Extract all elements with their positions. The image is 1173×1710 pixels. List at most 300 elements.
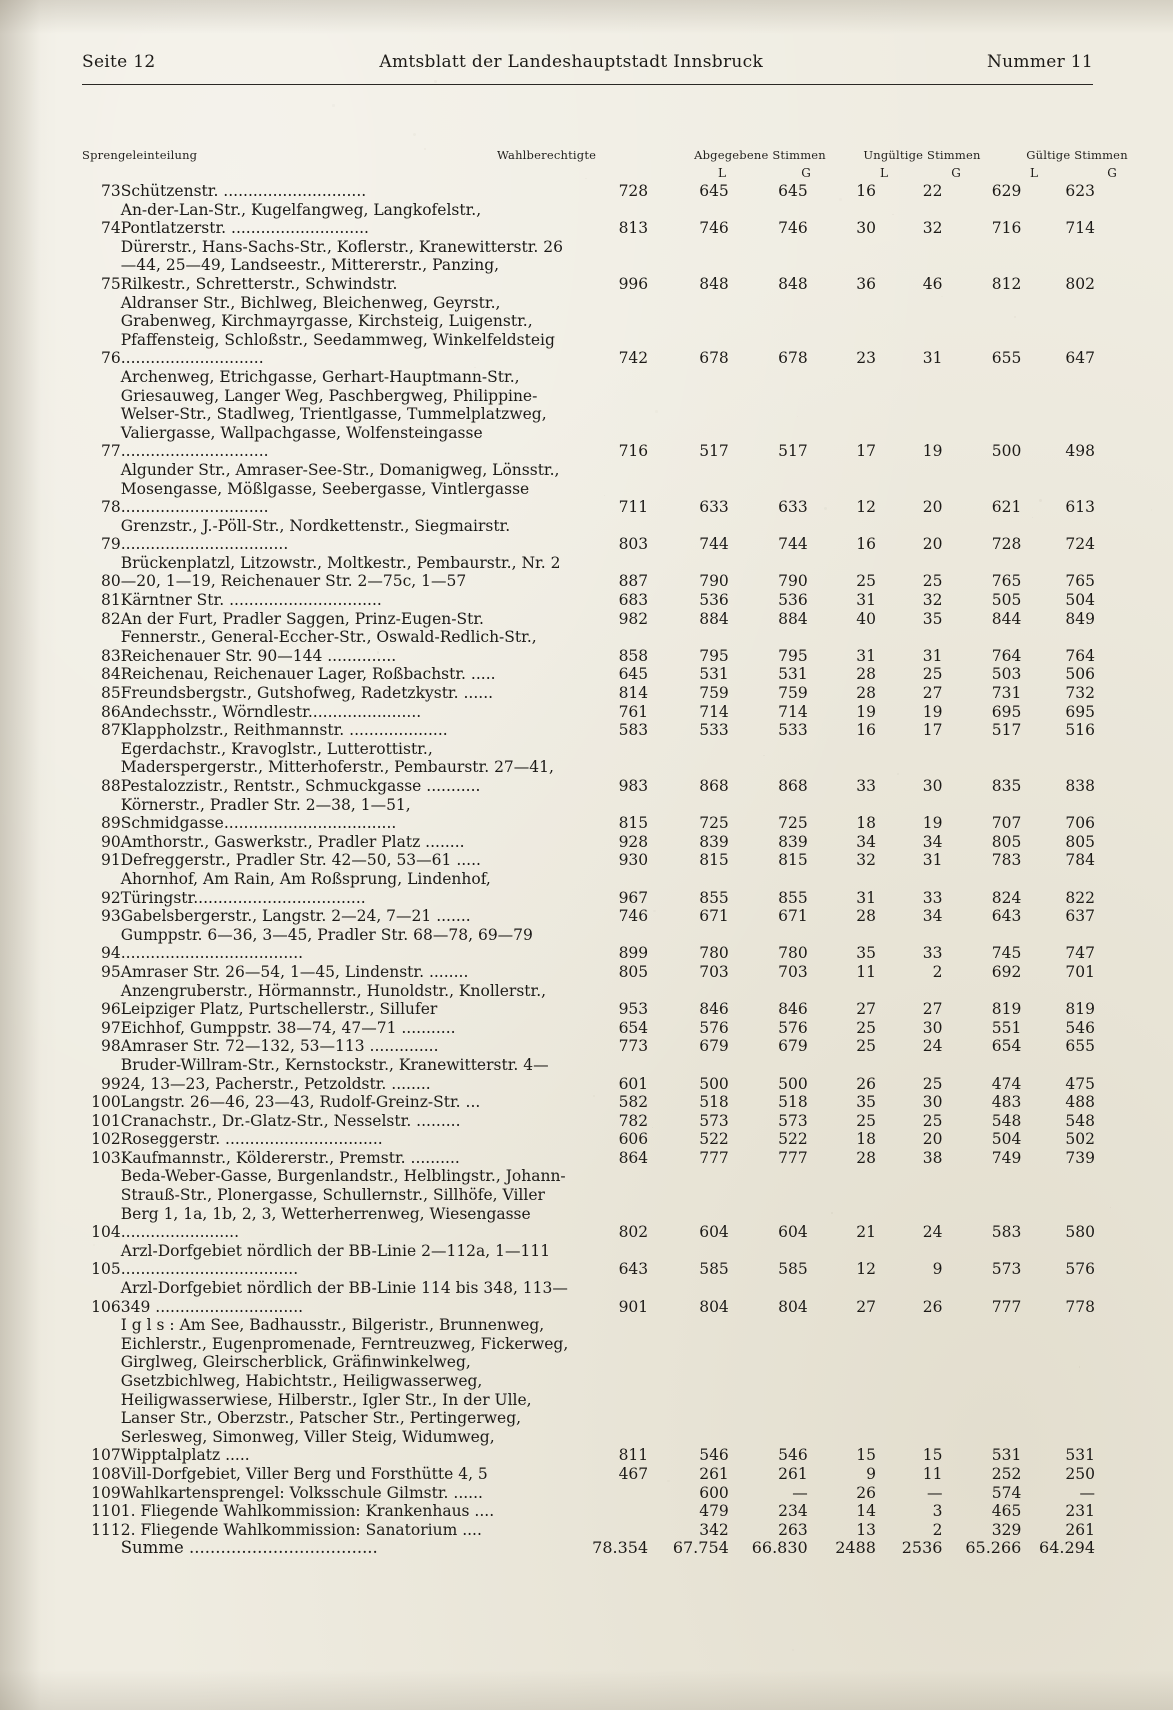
- row-abgegebene-g: 790: [778, 572, 808, 591]
- row-gueltige-l: 835: [991, 777, 1022, 795]
- row-abgegebene-l: 777: [699, 1148, 729, 1167]
- row-abgegebene-l: 804: [699, 1297, 729, 1316]
- row-wahlberechtigte: 467: [618, 1464, 649, 1483]
- row-ungueltige-g: 31: [922, 349, 943, 368]
- row-gueltige-l: 252: [991, 1464, 1022, 1483]
- row-ungueltige-l: 15: [856, 1446, 876, 1465]
- row-ungueltige-l: 17: [856, 442, 876, 461]
- row-abgegebene-l: 518: [699, 1093, 729, 1112]
- row-wahlberechtigte: 716: [618, 442, 649, 461]
- row-abgegebene-g: 604: [778, 1223, 808, 1242]
- table-row: [82, 368, 1095, 461]
- table-row: [82, 554, 1095, 591]
- row-gueltige-l: 812: [991, 274, 1022, 293]
- row-gueltige-l: 655: [991, 349, 1022, 368]
- row-ungueltige-l: 27: [856, 1000, 876, 1019]
- row-wahlberechtigte: 901: [618, 1297, 649, 1316]
- summary-row: [82, 1539, 1095, 1558]
- subheader-gue-g: G: [1107, 166, 1117, 180]
- row-ungueltige-l: 27: [856, 1297, 876, 1316]
- row-wahlberechtigte: 982: [618, 609, 649, 628]
- row-abgegebene-g: 777: [778, 1148, 808, 1167]
- row-abgegebene-g: 884: [778, 609, 808, 628]
- row-abgegebene-g: 703: [778, 962, 808, 981]
- row-ungueltige-g: 19: [922, 702, 943, 721]
- row-streets: Ahornhof, Am Rain, Am Roßsprung, Lindenhof, Türingstr...................................: [120, 869, 491, 907]
- row-streets: Fennerstr., General-Eccher-Str., Oswald-Redlich-Str., Reichenauer Str. 90—144 ..............: [120, 628, 537, 665]
- row-number: 95: [101, 962, 121, 981]
- row-abgegebene-g: 517: [778, 442, 808, 461]
- row-number: 74: [101, 219, 121, 238]
- row-streets: Andechsstr., Wörndlestr.......................: [120, 702, 422, 721]
- row-ungueltige-l: 19: [856, 702, 876, 721]
- row-streets: Aldranser Str., Bichlweg, Bleichenweg, Geyrstr., Grabenweg, Kirchmayrgasse, Kirchsteig, Luigenstr., Pfaffensteig, Schloßstr., Seedammweg, Winkelfeldsteig .............................: [120, 293, 555, 368]
- row-ungueltige-g: 27: [922, 684, 943, 703]
- row-streets: Körnerstr., Pradler Str. 2—38, 1—51, Schmidgasse...................................: [120, 795, 411, 833]
- row-number: 82: [101, 609, 121, 628]
- row-gueltige-g: 765: [1065, 572, 1095, 591]
- row-ungueltige-l: 9: [866, 1464, 876, 1483]
- row-gueltige-l: 707: [991, 814, 1022, 833]
- row-ungueltige-g: 20: [922, 1130, 943, 1149]
- table-row: [82, 1093, 1095, 1112]
- row-abgegebene-l: 600: [699, 1483, 729, 1502]
- row-streets: Dürerstr., Hans-Sachs-Str., Koflerstr., Kranewitterstr. 26—44, 25—49, Landseestr., Mittererstr., Panzing, Rilkestr., Schretterstr., Schwindstr.: [120, 237, 564, 293]
- row-abgegebene-l: 517: [699, 442, 729, 461]
- row-ungueltige-g: 31: [922, 646, 943, 665]
- row-gueltige-l: 824: [991, 888, 1022, 907]
- row-gueltige-l: 629: [991, 182, 1022, 200]
- row-wahlberechtigte: 728: [618, 182, 649, 200]
- table-row: [82, 1056, 1095, 1093]
- row-ungueltige-g: 3: [932, 1502, 943, 1521]
- table-row: [82, 1112, 1095, 1131]
- row-gueltige-l: 531: [991, 1446, 1022, 1465]
- table-row: [82, 982, 1095, 1019]
- row-number: 87: [101, 721, 121, 740]
- row-abgegebene-l: 744: [699, 535, 729, 554]
- row-number: 96: [101, 1000, 121, 1019]
- row-streets: Reichenau, Reichenauer Lager, Roßbachstr. .....: [120, 665, 496, 684]
- row-abgegebene-l: 790: [699, 572, 729, 591]
- row-ungueltige-g: 2: [932, 962, 943, 981]
- row-abgegebene-g: 679: [778, 1037, 808, 1056]
- row-streets: Roseggerstr. ................................: [120, 1130, 383, 1149]
- row-ungueltige-g: —: [926, 1483, 943, 1502]
- row-wahlberechtigte: 983: [618, 777, 649, 795]
- table-row: [82, 870, 1095, 907]
- row-streets: 2. Fliegende Wahlkommission: Sanatorium ....: [120, 1520, 482, 1539]
- row-number: 80: [101, 572, 121, 591]
- row-ungueltige-l: 12: [856, 498, 876, 517]
- row-ungueltige-g: 11: [922, 1464, 943, 1483]
- row-ungueltige-l: 35: [856, 1093, 876, 1112]
- summary-label: Summe ....................................: [120, 1538, 378, 1558]
- column-header-sprengel: Sprengeleinteilung: [82, 148, 198, 162]
- row-number: 76: [101, 349, 121, 368]
- row-gueltige-l: 573: [991, 1260, 1022, 1279]
- row-gueltige-g: 502: [1065, 1130, 1095, 1149]
- row-number: 104: [91, 1223, 121, 1242]
- row-gueltige-g: 706: [1065, 814, 1095, 833]
- row-gueltige-l: 749: [991, 1148, 1022, 1167]
- row-wahlberechtigte: [571, 1502, 648, 1521]
- row-wahlberechtigte: 683: [618, 591, 649, 610]
- row-wahlberechtigte: 761: [618, 702, 649, 721]
- row-ungueltige-l: 36: [856, 274, 876, 293]
- table-row: [82, 1167, 1095, 1241]
- row-gueltige-l: 731: [991, 684, 1022, 703]
- row-wahlberechtigte: 643: [618, 1260, 649, 1279]
- table-row: [82, 926, 1095, 963]
- subheader-gue-l: L: [1030, 166, 1038, 180]
- row-ungueltige-g: 25: [922, 665, 943, 684]
- row-gueltige-g: 488: [1065, 1093, 1095, 1112]
- row-abgegebene-g: 518: [778, 1093, 808, 1112]
- row-abgegebene-g: 573: [778, 1111, 808, 1130]
- row-gueltige-l: 783: [991, 851, 1022, 870]
- row-abgegebene-g: 744: [778, 535, 808, 554]
- row-abgegebene-l: 714: [699, 702, 729, 721]
- row-ungueltige-g: 30: [922, 777, 943, 795]
- row-abgegebene-l: 546: [699, 1446, 729, 1465]
- row-abgegebene-g: 234: [778, 1502, 808, 1521]
- summary-gueltige-l: 65.266: [965, 1538, 1022, 1558]
- row-abgegebene-l: 576: [699, 1018, 729, 1037]
- table-row: [82, 294, 1095, 368]
- row-abgegebene-g: 804: [778, 1297, 808, 1316]
- row-ungueltige-g: 2: [932, 1520, 943, 1539]
- row-abgegebene-l: 604: [699, 1223, 729, 1242]
- row-abgegebene-g: 522: [778, 1130, 808, 1149]
- subheader-abg-g: G: [801, 166, 811, 180]
- row-gueltige-l: 574: [991, 1483, 1022, 1502]
- row-number: 90: [101, 832, 121, 851]
- row-abgegebene-l: 522: [699, 1130, 729, 1149]
- row-gueltige-g: —: [1079, 1483, 1095, 1502]
- row-abgegebene-g: 780: [778, 944, 808, 963]
- row-ungueltige-l: 35: [856, 944, 876, 963]
- row-wahlberechtigte: 996: [618, 274, 649, 293]
- row-ungueltige-l: 31: [856, 591, 876, 610]
- table-row: [82, 1502, 1095, 1521]
- row-wahlberechtigte: 711: [618, 498, 649, 517]
- row-abgegebene-l: 479: [699, 1502, 729, 1521]
- row-streets: Kärntner Str. ...............................: [120, 591, 382, 610]
- row-abgegebene-l: 633: [699, 498, 729, 517]
- row-number: 97: [101, 1018, 121, 1037]
- row-ungueltige-g: 20: [922, 535, 943, 554]
- row-ungueltige-l: 25: [856, 572, 876, 591]
- row-gueltige-l: 805: [991, 832, 1022, 851]
- row-wahlberechtigte: 746: [618, 907, 649, 926]
- row-abgegebene-g: 536: [778, 591, 808, 610]
- row-gueltige-l: 716: [991, 219, 1022, 238]
- row-gueltige-l: 329: [991, 1520, 1022, 1539]
- row-abgegebene-l: 533: [699, 721, 729, 740]
- row-number: 78: [101, 498, 121, 517]
- row-abgegebene-g: 633: [778, 498, 808, 517]
- row-ungueltige-g: 20: [922, 498, 943, 517]
- row-gueltige-l: 728: [991, 535, 1022, 554]
- row-gueltige-g: 548: [1065, 1111, 1095, 1130]
- table-row: [82, 201, 1095, 238]
- table-row: [82, 721, 1095, 740]
- column-header-ungueltige: Ungültige Stimmen: [863, 148, 981, 162]
- row-streets: Vill-Dorfgebiet, Viller Berg und Forsthütte 4, 5: [120, 1464, 488, 1483]
- row-ungueltige-l: 13: [856, 1520, 876, 1539]
- table-row: [82, 628, 1095, 665]
- column-header-gueltige: Gültige Stimmen: [1026, 148, 1128, 162]
- row-number: 85: [101, 684, 121, 703]
- row-wahlberechtigte: 601: [618, 1074, 649, 1093]
- row-number: 106: [91, 1297, 121, 1316]
- row-number: 110: [91, 1502, 121, 1521]
- row-ungueltige-l: 14: [856, 1502, 876, 1521]
- row-gueltige-g: 516: [1065, 721, 1095, 740]
- row-ungueltige-g: 19: [922, 814, 943, 833]
- row-streets: 1. Fliegende Wahlkommission: Krankenhaus ....: [120, 1502, 495, 1521]
- row-abgegebene-l: 678: [699, 349, 729, 368]
- row-ungueltige-l: 16: [856, 535, 876, 554]
- row-gueltige-g: 764: [1065, 646, 1095, 665]
- issue-number: Nummer 11: [987, 52, 1093, 72]
- row-abgegebene-l: 645: [699, 182, 729, 200]
- row-abgegebene-l: 884: [699, 609, 729, 628]
- row-number: 91: [101, 851, 121, 870]
- row-abgegebene-l: 725: [699, 814, 729, 833]
- row-abgegebene-g: —: [792, 1483, 808, 1502]
- row-gueltige-g: 506: [1065, 665, 1095, 684]
- row-streets: Brückenplatzl, Litzowstr., Moltkestr., Pembaurstr., Nr. 2—20, 1—19, Reichenauer Str. 2—75c, 1—57: [120, 553, 561, 591]
- table-row: [82, 851, 1095, 870]
- row-ungueltige-g: 25: [922, 1074, 943, 1093]
- row-wahlberechtigte: 815: [618, 814, 649, 833]
- row-number: 99: [101, 1074, 121, 1093]
- row-abgegebene-l: 573: [699, 1111, 729, 1130]
- row-streets: I g l s : Am See, Badhausstr., Bilgeristr., Brunnenweg, Eichlerstr., Eugenpromenade, Ferntreuzweg, Fickerweg, Girglweg, Gleirscherblick, Gräfinwinkelweg, Gsetzbichlweg, Habichtstr., Heiligwasserweg, Heiligwasserwiese, Hilberstr., Igler Str., In der Ulle, Lanser Str., Oberzstr., Patscher Str., Pertingerweg, Serlesweg, Simonweg, Viller Steig, Widumweg, Wipptalplatz .....: [120, 1316, 569, 1465]
- row-wahlberechtigte: 805: [618, 962, 649, 981]
- row-streets: Archenweg, Etrichgasse, Gerhart-Hauptmann-Str., Griesauweg, Langer Weg, Paschbergweg, Philippine-Welser-Str., Stadlweg, Trientlgasse, Tummelplatzweg, Valiergasse, Wallpachgasse, Wolfensteingasse ..............................: [120, 367, 547, 461]
- row-ungueltige-g: 34: [922, 907, 943, 926]
- row-streets: Grenzstr., J.-Pöll-Str., Nordkettenstr., Siegmairstr. ..................................: [120, 516, 511, 554]
- row-gueltige-l: 654: [991, 1037, 1022, 1056]
- table-row: [82, 1037, 1095, 1056]
- row-streets: Beda-Weber-Gasse, Burgenlandstr., Helblingstr., Johann-Strauß-Str., Plonergasse, Schullernstr., Sillhöfe, Viller Berg 1, 1a, 1b, 2, 3, Wetterherrenweg, Wiesengasse ........................: [120, 1167, 566, 1242]
- row-ungueltige-l: 18: [856, 1130, 876, 1149]
- row-ungueltige-l: 31: [856, 888, 876, 907]
- row-abgegebene-g: 855: [778, 888, 808, 907]
- row-abgegebene-g: 815: [778, 851, 808, 870]
- row-ungueltige-g: 35: [922, 609, 943, 628]
- row-abgegebene-l: 848: [699, 274, 729, 293]
- row-ungueltige-l: 40: [856, 609, 876, 628]
- row-ungueltige-l: 28: [856, 1148, 876, 1167]
- row-gueltige-l: 695: [991, 702, 1022, 721]
- row-ungueltige-l: 28: [856, 684, 876, 703]
- row-gueltige-g: 655: [1065, 1037, 1095, 1056]
- table-row: [82, 703, 1095, 722]
- row-streets: Freundsbergstr., Gutshofweg, Radetzkystr. ......: [120, 684, 494, 703]
- row-gueltige-g: 732: [1065, 684, 1095, 703]
- row-number: 109: [91, 1483, 121, 1502]
- summary-abgegebene-l: 67.754: [672, 1538, 729, 1558]
- row-gueltige-l: 692: [991, 962, 1022, 981]
- row-abgegebene-l: 855: [699, 888, 729, 907]
- row-abgegebene-g: 795: [778, 646, 808, 665]
- row-abgegebene-l: 839: [699, 832, 729, 851]
- row-ungueltige-l: 28: [856, 665, 876, 684]
- row-gueltige-l: 474: [991, 1074, 1022, 1093]
- row-abgegebene-l: 500: [699, 1074, 729, 1093]
- row-wahlberechtigte: 803: [618, 535, 649, 554]
- row-gueltige-l: 505: [991, 591, 1022, 610]
- row-gueltige-g: 701: [1065, 962, 1095, 981]
- row-streets: An-der-Lan-Str., Kugelfangweg, Langkofelstr., Pontlatzerstr. ............................: [120, 200, 482, 238]
- row-abgegebene-l: 703: [699, 962, 729, 981]
- row-wahlberechtigte: 773: [618, 1037, 649, 1056]
- row-number: 81: [101, 591, 121, 610]
- row-wahlberechtigte: 782: [618, 1111, 649, 1130]
- row-streets: Arzl-Dorfgebiet nördlich der BB-Linie 2—112a, 1—111 ....................................: [120, 1241, 551, 1279]
- table-row: [82, 610, 1095, 629]
- page-number-left: Seite 12: [82, 52, 156, 72]
- row-ungueltige-l: 23: [856, 349, 876, 368]
- row-abgegebene-g: 678: [778, 349, 808, 368]
- row-streets: Gumppstr. 6—36, 3—45, Pradler Str. 68—78, 69—79 .....................................: [120, 925, 533, 963]
- row-wahlberechtigte: 930: [618, 851, 649, 870]
- row-wahlberechtigte: [571, 1484, 648, 1503]
- row-wahlberechtigte: 899: [618, 944, 649, 963]
- row-wahlberechtigte: [571, 1521, 648, 1540]
- row-number: 77: [101, 442, 121, 461]
- row-wahlberechtigte: 967: [618, 888, 649, 907]
- row-abgegebene-g: 500: [778, 1074, 808, 1093]
- row-wahlberechtigte: 654: [618, 1018, 649, 1037]
- row-number: 111: [91, 1520, 121, 1539]
- row-number: 101: [91, 1111, 121, 1130]
- row-gueltige-g: 580: [1065, 1223, 1095, 1242]
- row-number: 105: [91, 1260, 121, 1279]
- table-row: [82, 796, 1095, 833]
- row-wahlberechtigte: 813: [618, 219, 649, 238]
- row-abgegebene-l: 261: [699, 1464, 729, 1483]
- row-wahlberechtigte: 858: [618, 646, 649, 665]
- row-gueltige-g: 546: [1065, 1018, 1095, 1037]
- row-ungueltige-g: 9: [932, 1260, 943, 1279]
- row-ungueltige-l: 25: [856, 1018, 876, 1037]
- row-number: 108: [91, 1464, 121, 1483]
- row-ungueltige-l: 16: [856, 182, 876, 200]
- summary-wahlberechtigte: 78.354: [592, 1538, 649, 1558]
- row-ungueltige-g: 30: [922, 1018, 943, 1037]
- running-head: [82, 52, 1093, 82]
- row-ungueltige-g: 34: [922, 832, 943, 851]
- column-header-abgegebene: Abgegebene Stimmen: [694, 148, 826, 162]
- row-abgegebene-g: 576: [778, 1018, 808, 1037]
- row-number: 92: [101, 888, 121, 907]
- row-gueltige-g: 805: [1065, 832, 1095, 851]
- row-gueltige-l: 548: [991, 1111, 1022, 1130]
- row-wahlberechtigte: 864: [618, 1148, 649, 1167]
- row-gueltige-g: 819: [1065, 1000, 1095, 1019]
- publication-title: Amtsblatt der Landeshauptstadt Innsbruck: [379, 52, 764, 72]
- row-abgegebene-l: 759: [699, 684, 729, 703]
- row-number: 88: [101, 777, 121, 795]
- row-streets: Anzengruberstr., Hörmannstr., Hunoldstr., Knollerstr., Leipziger Platz, Purtschellerstr., Sillufer: [120, 981, 547, 1019]
- row-streets: Bruder-Willram-Str., Kernstockstr., Kranewitterstr. 4—24, 13—23, Pacherstr., Petzoldstr. ........: [120, 1055, 549, 1093]
- row-number: 102: [91, 1130, 121, 1149]
- table-row: [82, 1130, 1095, 1149]
- row-abgegebene-l: 531: [699, 665, 729, 684]
- row-streets: Schützenstr. .............................: [120, 182, 367, 200]
- row-streets: Egerdachstr., Kravoglstr., Lutterottistr., Maderspergerstr., Mitterhoferstr., Pembaurstr. 27—41, Pestalozzistr., Rentstr., Schmuckgasse ...........: [120, 739, 554, 795]
- table-row: [82, 1316, 1095, 1465]
- summary-spacer: [82, 1539, 121, 1558]
- election-results-table: [82, 182, 1095, 1558]
- table-row: [82, 1521, 1095, 1540]
- row-gueltige-g: 647: [1065, 349, 1095, 368]
- row-gueltige-g: 739: [1065, 1148, 1095, 1167]
- row-streets: Cranachstr., Dr.-Glatz-Str., Nesselstr. .........: [120, 1111, 461, 1130]
- summary-abgegebene-g: 66.830: [751, 1538, 808, 1558]
- row-abgegebene-g: 546: [778, 1446, 808, 1465]
- row-number: 73: [101, 182, 121, 200]
- table-row: [82, 963, 1095, 982]
- row-ungueltige-l: 21: [856, 1223, 876, 1242]
- row-gueltige-l: 621: [991, 498, 1022, 517]
- row-streets: Kaufmannstr., Köldererstr., Premstr. ..........: [120, 1148, 460, 1167]
- row-gueltige-g: 531: [1065, 1446, 1095, 1465]
- row-ungueltige-l: 28: [856, 907, 876, 926]
- row-abgegebene-g: 848: [778, 274, 808, 293]
- row-ungueltige-g: 19: [922, 442, 943, 461]
- row-abgegebene-l: 536: [699, 591, 729, 610]
- row-gueltige-l: 844: [991, 609, 1022, 628]
- row-ungueltige-l: 31: [856, 646, 876, 665]
- row-abgegebene-g: 645: [778, 182, 808, 200]
- column-header-wahlberechtigte: Wahlberechtigte: [497, 148, 597, 162]
- row-wahlberechtigte: 583: [618, 721, 649, 740]
- row-gueltige-g: 504: [1065, 591, 1095, 610]
- row-abgegebene-l: 585: [699, 1260, 729, 1279]
- row-number: 100: [91, 1093, 121, 1112]
- row-gueltige-l: 517: [991, 721, 1022, 740]
- row-streets: Arzl-Dorfgebiet nördlich der BB-Linie 114 bis 348, 113—349 ..............................: [120, 1279, 568, 1316]
- row-number: 98: [101, 1037, 121, 1056]
- header-rule: [82, 84, 1093, 85]
- table-row: [82, 1019, 1095, 1038]
- row-ungueltige-g: 33: [922, 944, 943, 963]
- table-row: [82, 1149, 1095, 1168]
- table-row: [82, 1465, 1095, 1484]
- subheader-ung-l: L: [880, 166, 888, 180]
- row-ungueltige-g: 25: [922, 1111, 943, 1130]
- row-gueltige-g: 714: [1065, 219, 1095, 238]
- table-row: [82, 517, 1095, 554]
- row-gueltige-g: 802: [1065, 274, 1095, 293]
- row-gueltige-l: 765: [991, 572, 1022, 591]
- row-wahlberechtigte: 606: [618, 1130, 649, 1149]
- row-abgegebene-g: 585: [778, 1260, 808, 1279]
- table-row: [82, 1484, 1095, 1503]
- row-streets: Amraser Str. 26—54, 1—45, Lindenstr. ........: [120, 962, 469, 981]
- row-ungueltige-g: 27: [922, 1000, 943, 1019]
- row-abgegebene-g: 846: [778, 1000, 808, 1019]
- row-abgegebene-g: 671: [778, 907, 808, 926]
- row-gueltige-g: 261: [1065, 1520, 1095, 1539]
- summary-ungueltige-l: 2488: [835, 1538, 876, 1558]
